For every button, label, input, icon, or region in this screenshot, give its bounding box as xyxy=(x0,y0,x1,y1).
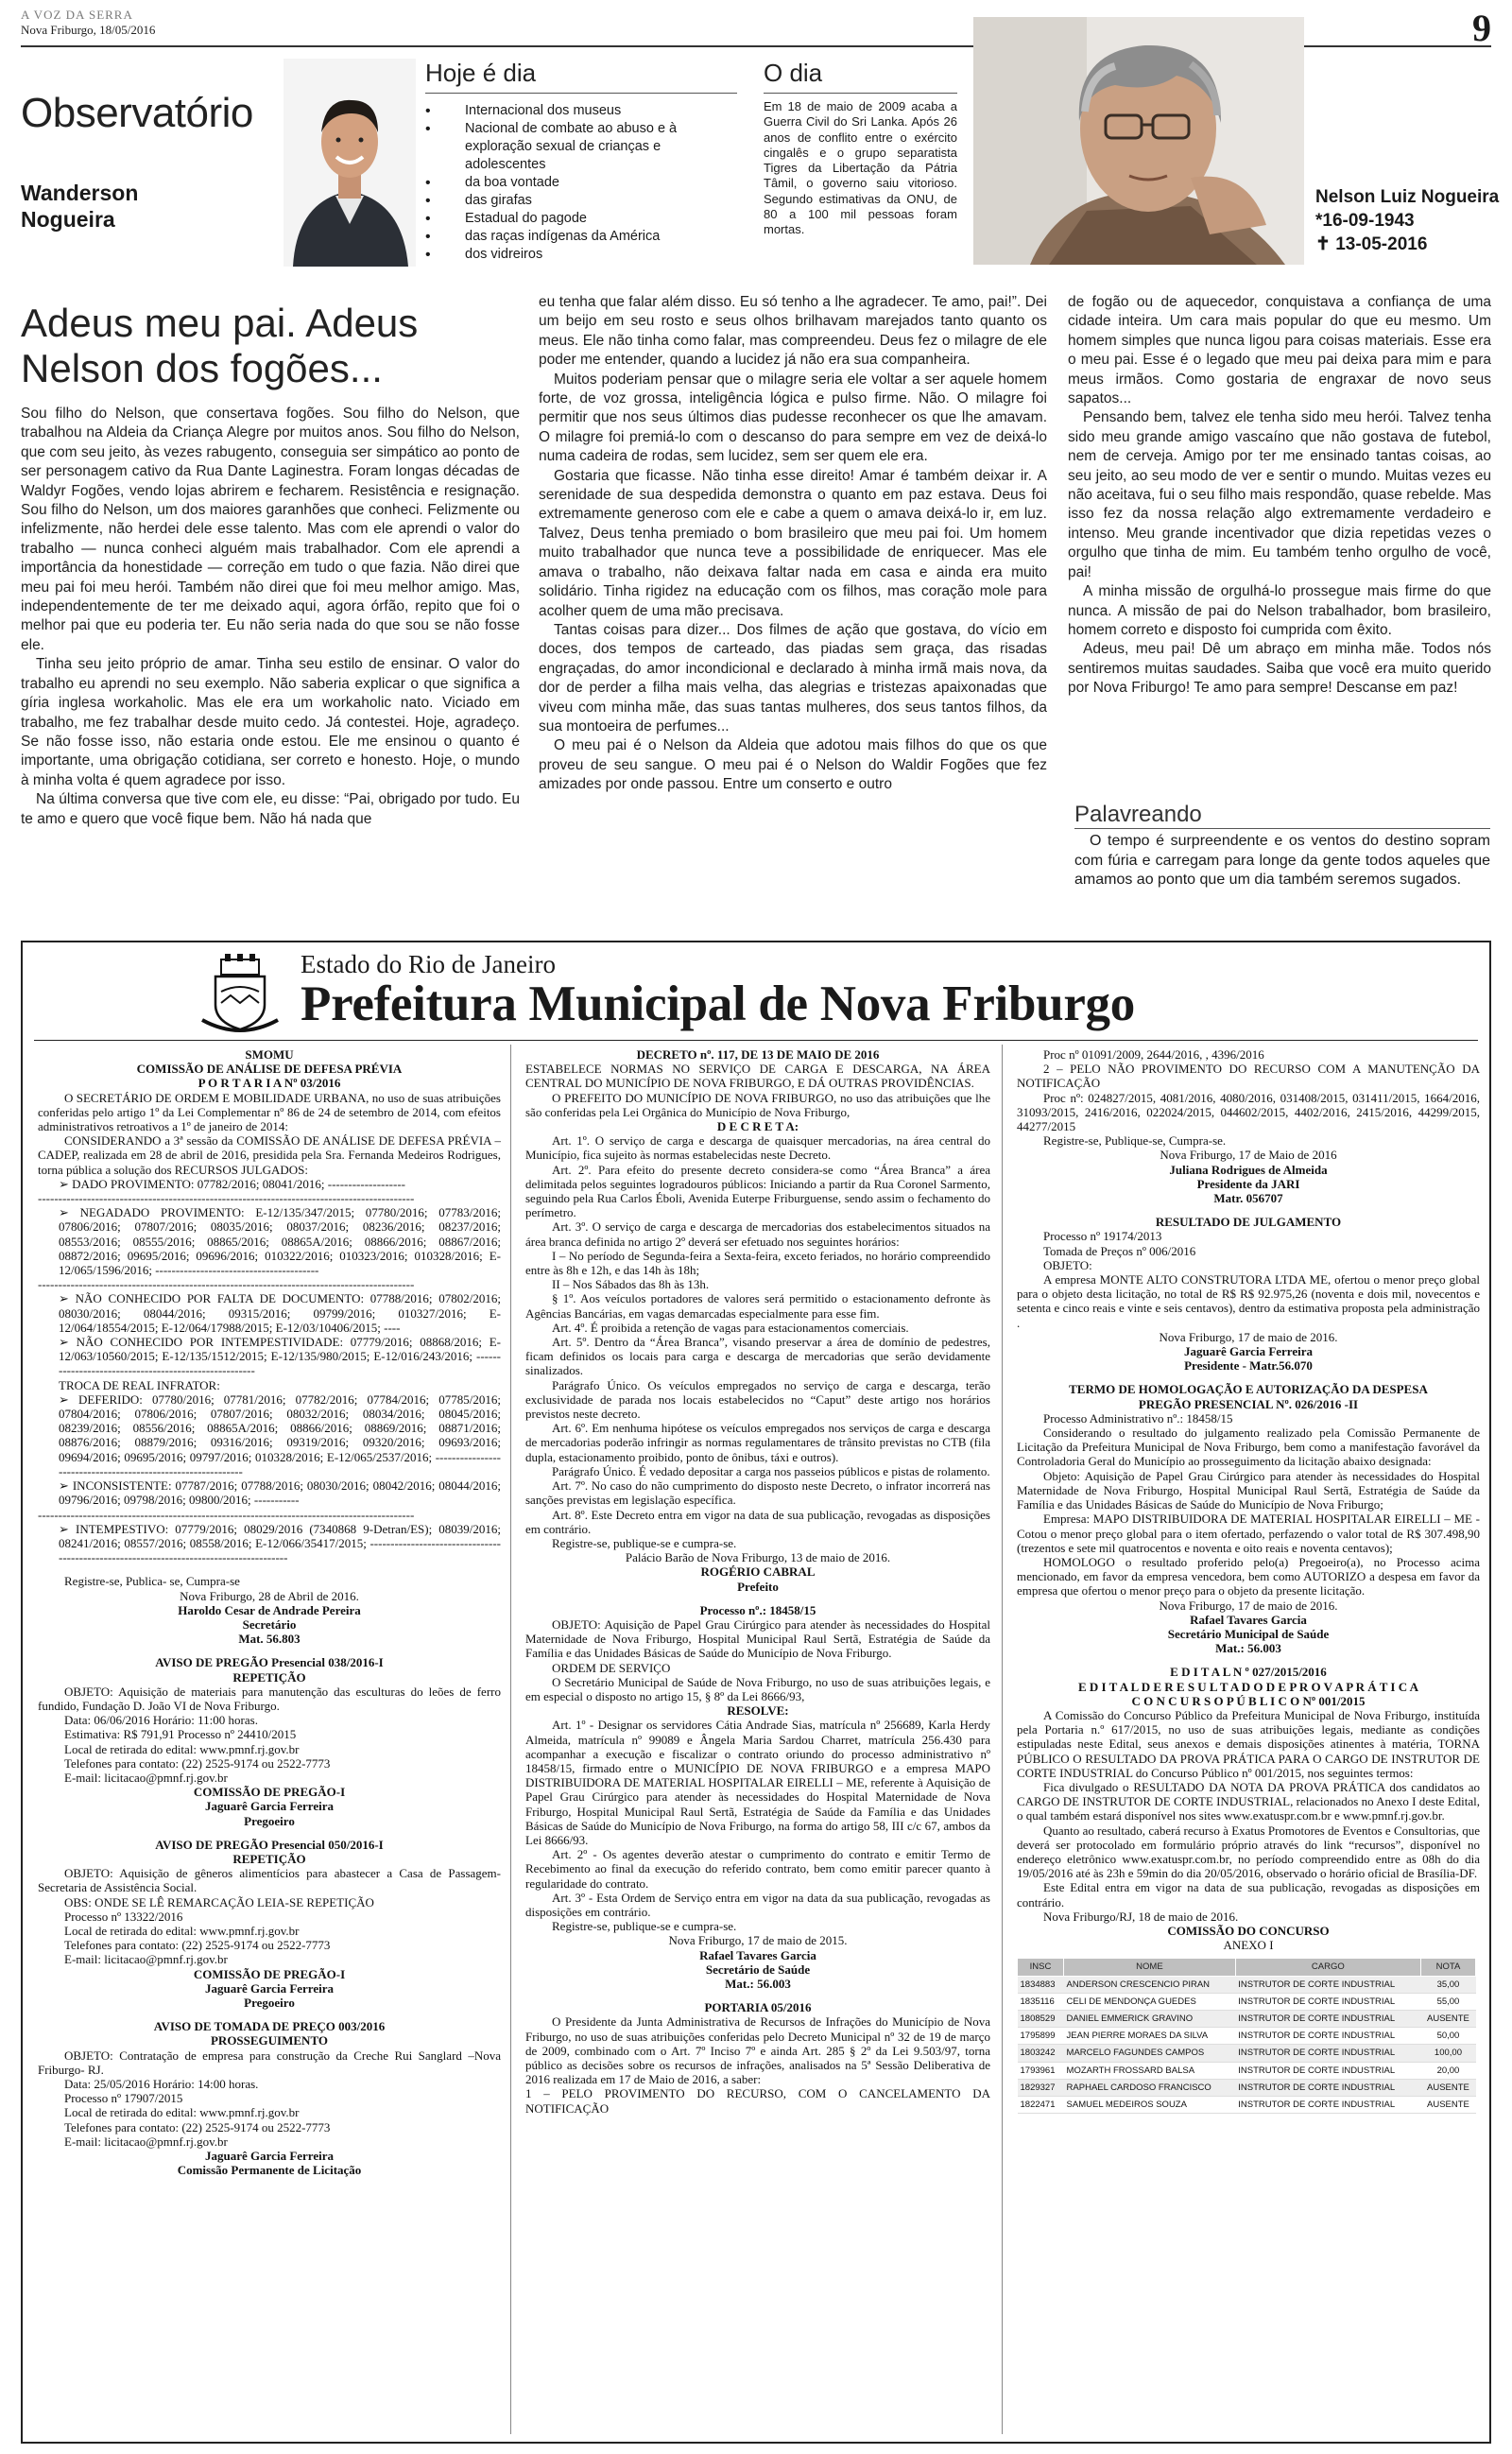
notice-line: Juliana Rodrigues de Almeida xyxy=(1169,1162,1328,1177)
cell-nome: SAMUEL MEDEIROS SOUZA xyxy=(1064,2097,1236,2114)
results-table-header xyxy=(1018,1959,1476,1976)
cell-insc: 1829327 xyxy=(1018,2079,1064,2096)
notice-spacer xyxy=(1017,1205,1480,1215)
cell-nota: 55,00 xyxy=(1420,1993,1475,2010)
notice-line: E D I T A L D E R E S U L T A D O D E P R O V A P R Á T I C A xyxy=(1077,1679,1419,1694)
cell-nome: ANDERSON CRESCENCIO PIRAN xyxy=(1064,1976,1236,1993)
article-paragraph: de fogão ou de aquecedor, conquistava a confiança de uma cidade inteira. Um cara mais popular do que eu mesmo. Um homem simples que nunca ligou para coisas materiais. Esse era o meu pai. Esse é o legado que meu pai deixa para mim e para meus irmãos. Como gostaria de engraxar de novo seus sapatos... xyxy=(1068,294,1491,407)
notice-line: RESULTADO DE JULGAMENTO xyxy=(1155,1215,1342,1230)
notice-line: Haroldo Cesar de Andrade Pereira xyxy=(178,1602,361,1617)
notice-line: OBJETO: Aquisição de gêneros alimentícios para abastecer a Casa de Passagem- Secretaria de Assistência Social. xyxy=(38,1866,501,1895)
notice-line: A empresa MONTE ALTO CONSTRUTORA LTDA ME, ofertou o menor preço global para o objeto desta licitação, no total de R$ R$ 92.975,26 (noventa e dois mil, novecentos e setenta e cinco reais e vinte e seis centavos), dentro da estimativa proposta pela administração . xyxy=(1017,1272,1480,1330)
header-insc: INSC xyxy=(1018,1959,1064,1976)
caption-born: *16-09-1943 xyxy=(1315,211,1415,231)
notice-line: Art. 8º. Este Decreto entra em vigor na data de sua publicação, revogadas as disposições em contrário. xyxy=(525,1507,990,1536)
notice-line: O Presidente da Junta Administrativa de Recursos de Infrações do Município de Nova Friburgo, no uso de suas atribuições conferidas pelo Decreto Municipal nº 32 de 19 de março de 2009, combinado com o Art. 7º Inciso 7º e ainda Art. 285 § 2º da Lei 9.503/97, torna público as decisões sobre os recursos de infrações, analisados na 5ª Sessão Deliberativa de 2016 realizada em 17 de Maio de 2016, a saber: xyxy=(525,2014,990,2087)
notice-line: COMISSÃO DE ANÁLISE DE DEFESA PRÉVIA xyxy=(136,1062,403,1077)
notice-line: Jaguarê Garcia Ferreira xyxy=(205,1799,334,1814)
notice-line: Objeto: Aquisição de Papel Grau Cirúrgico para atender às necessidades do Hospital Maternidade de Nova Friburgo, Hospital Municipal Raul Sertã, Estratégia de Saúde da Família e das Unidades Básicas de Saúde do Município de Nova Friburgo; xyxy=(1017,1468,1480,1512)
table-row xyxy=(1018,2011,1476,2028)
notice-line: Rafael Tavares Garcia xyxy=(699,1947,816,1962)
cell-insc: 1822471 xyxy=(1018,2097,1064,2114)
notice-line: Art. 3º. O serviço de carga e descarga de mercadorias dos estabelecimentos situados na área branca definida no artigo 2º deverá ser efetuado nos seguintes horários: xyxy=(525,1219,990,1249)
notice-line: ➢ DEFERIDO: 07780/2016; 07781/2016; 07782/2016; 07784/2016; 07785/2016; 07804/2016; 07806/2016; 07807/2016; 08032/2016; 08034/2016; 08045/2016; 08239/2016; 08556/2016; 08865A/2016; 08866/2016; 08869/2016; 08871/2016; 08876/2016; 08879/2016; 09316/2016; 09319/2016; 09320/2016; 09693/2016; 09694/2016; 09695/2016; 09797/2016; 010328/2016; E-12/065/2537/2016; ------------------------------------------------------------- xyxy=(59,1391,501,1478)
column-title: Observatório xyxy=(21,90,253,136)
notice-line: Mat.: 56.003 xyxy=(1215,1641,1281,1656)
notice-line: Telefones para contato: (22) 2525-9174 ou 2522-7773 xyxy=(64,2119,331,2134)
notice-line: Nova Friburgo, 17 de maio de 2016. xyxy=(1159,1329,1338,1344)
notice-line: Secretário de Saúde xyxy=(705,1961,811,1977)
notice-line: TERMO DE HOMOLOGAÇÃO E AUTORIZAÇÃO DA DESPESA xyxy=(1069,1382,1428,1397)
notice-line: Secretário Municipal de Saúde xyxy=(1167,1626,1330,1641)
notice-line: CONSIDERANDO a 3ª sessão da COMISSÃO DE ANÁLISE DE DEFESA PRÉVIA – CADEP, realizada em 28 de abril de 2016, presidida pela Sra. Fernanda Medeiros Rodrigues, torna pública a solução dos RECURSOS JULGADOS: xyxy=(38,1133,501,1177)
cell-nome: MOZARTH FROSSARD BALSA xyxy=(1064,2062,1236,2079)
notice-line: P O R T A R I A Nº 03/2016 xyxy=(198,1076,341,1091)
notice-line: Quanto ao resultado, caberá recurso à Exatus Promotores de Eventos e Consultorias, que deverá ser protocolado em formulário próprio através do link “recursos”, disponível no endereço eletrônico www.exatuspr.com.br, no período compreendido entre as 08h do dia 19/05/2016 até às 23h e 59min do dia 20/05/2016, observado o horário oficial de Brasília-DF. xyxy=(1017,1823,1480,1881)
notice-line: REPETIÇÃO xyxy=(232,1669,306,1685)
notice-line: Local de retirada do edital: www.pmnf.rj.gov.br xyxy=(64,1741,300,1756)
cell-insc: 1835116 xyxy=(1018,1993,1064,2010)
notice-line: Presidente - Matr.56.070 xyxy=(1184,1358,1313,1374)
cell-nota: AUSENTE xyxy=(1420,2097,1475,2114)
hoje-item: • das girafas xyxy=(425,192,737,210)
notices-column-1 xyxy=(38,1047,501,2439)
notice-line: PORTARIA 05/2016 xyxy=(704,2000,812,2015)
notices-top-rule xyxy=(34,1040,1478,1041)
notice-spacer xyxy=(38,1646,501,1655)
notice-line: SMOMU xyxy=(245,1047,294,1062)
article-paragraph: Gostaria que ficasse. Não tinha esse direito! Amar é também deixar ir. A serenidade de sua despedida demonstra o quanto em paz estava. Deus foi extremamente generoso com ele e cabe a quem o amava deixá-lo ir, em luz. Talvez, Deus tenha premiado o bom brasileiro que meu pai foi. Um homem muito trabalhador que nunca teve a possibilidade de enriquecer. Mas ele amava o trabalho, não deixava faltar nada em casa e ainda era muito solidário. Tinha rigidez na educação com os filhos, mas coração mole para acolher quem de uma mão precisava. xyxy=(539,467,1047,619)
notice-spacer xyxy=(525,1991,990,2000)
cell-cargo: INSTRUTOR DE CORTE INDUSTRIAL xyxy=(1235,2079,1420,2096)
notice-line: Parágrafo Único. Os veículos empregados no serviço de carga e descarga, terão exclusividade de parada nos locais estabelecidos no “Caput” deste artigo nos horários previstos neste decreto. xyxy=(525,1377,990,1422)
article-paragraph: Tinha seu jeito próprio de amar. Tinha seu estilo de ensinar. O valor do trabalho eu aprendi no seu exemplo. Não saberia explicar o que significa a gíria inglesa workaholic. Mas ele era um workaholic nato. Viciado em trabalho, me fez trabalhar desde muito cedo. Já contestei. Hoje, agradeço. Se não fosse isso, não estaria onde estou. Ele me ensinou o quanto é importante, uma obrigação cotidiana, ser correto e honesto. Hoje, o mundo à minha volta é quem agradece por isso. xyxy=(21,656,520,788)
notice-line: E-mail: licitacao@pmnf.rj.gov.br xyxy=(64,1952,228,1967)
crest-drawing xyxy=(197,950,284,1037)
notice-line: Processo nº 13322/2016 xyxy=(64,1909,183,1924)
cell-cargo: INSTRUTOR DE CORTE INDUSTRIAL xyxy=(1235,1993,1420,2010)
notice-line: Art. 4º. É proibida a retenção de vagas para estacionamentos comerciais. xyxy=(552,1320,909,1335)
odia-rule xyxy=(764,93,957,94)
notice-line: Pregoeiro xyxy=(244,1813,295,1828)
notice-spacer xyxy=(1017,1373,1480,1382)
notice-line: Estimativa: R$ 791,91 Processo nº 24410/2015 xyxy=(64,1727,297,1742)
notice-line: ROGÉRIO CABRAL xyxy=(700,1564,816,1580)
notice-line: O SECRETÁRIO DE ORDEM E MOBILIDADE URBANA, no uso de suas atribuições conferidas pelo artigo 1º da Lei Complementar nº 86 de 24 de setembro de 2014, com efeitos administrativos retroativos a 1º de janeiro de 2014: xyxy=(38,1090,501,1134)
notice-line: Local de retirada do edital: www.pmnf.rj.gov.br xyxy=(64,2105,300,2120)
notice-line: HOMOLOGO o resultado proferido pelo(a) Pregoeiro(a), no Processo acima mencionado, em favor da empresa vencedora, bem como AUTORIZO a despesa em favor da empresa que ofertou o menor preço para o objeto da presente licitação. xyxy=(1017,1554,1480,1599)
notice-line: Secretário xyxy=(242,1616,297,1632)
article-column-2 xyxy=(539,293,1047,795)
article-headline: Adeus meu pai. Adeus Nelson dos fogões... xyxy=(21,301,419,390)
cell-insc: 1803242 xyxy=(1018,2045,1064,2062)
notice-line: Registre-se, Publica- se, Cumpra-se xyxy=(64,1574,240,1589)
odia-text: Em 18 de maio de 2009 acaba a Guerra Civil do Sri Lanka. Após 26 anos de conflito entre o exército cingalês e o grupo separatista Tigres da Libertação da Pátria Tâmil, o governo saiu vitorioso. Segundo estimativas da ONU, de 80 a 100 mil pessoas foram mortas. xyxy=(764,99,957,237)
notice-line: Comissão Permanente de Licitação xyxy=(177,2163,362,2178)
notice-line: Processo Administrativo nº.: 18458/15 xyxy=(1043,1410,1233,1426)
notice-line: AVISO DE PREGÃO Presencial 050/2016-I xyxy=(155,1837,384,1852)
notice-line: Prefeito xyxy=(737,1579,779,1594)
notices-column-2 xyxy=(525,1047,990,2439)
cell-cargo: INSTRUTOR DE CORTE INDUSTRIAL xyxy=(1235,2045,1420,2062)
notice-line: I – No período de Segunda-feira a Sexta-feira, exceto feriados, no horário compreendido entre às 8h e 12h, e das 14h às 18h; xyxy=(525,1248,990,1278)
notice-line: Nova Friburgo, 28 de Abril de 2016. xyxy=(180,1588,359,1603)
article-paragraph: O meu pai é o Nelson da Aldeia que adotou mais filhos do que os que proveu de seu sangue. O meu pai é o Nelson do Waldir Fogões que fez amizades por onde passou. Entre um conserto e outro xyxy=(539,737,1047,793)
notice-line: Art. 7º. No caso do não cumprimento do disposto neste Decreto, o infrator incorrerá nas sanções previstas em legislação específica. xyxy=(525,1478,990,1508)
columnist-photo xyxy=(284,59,416,267)
notice-line: COMISSÃO DO CONCURSO xyxy=(1167,1923,1330,1938)
table-row xyxy=(1018,1976,1476,1993)
notice-line: E D I T A L N º 027/2015/2016 xyxy=(1170,1665,1327,1680)
cell-cargo: INSTRUTOR DE CORTE INDUSTRIAL xyxy=(1235,2028,1420,2045)
notice-line: Proc nº: 024827/2015, 4081/2016, 4080/2016, 031408/2015, 031411/2015, 1664/2016, 31093/2015, 2416/2016, 022024/2015, 044602/2015, 4402/2016, 2415/2016, 44299/2015, 44277/2015 xyxy=(1017,1090,1480,1134)
cell-nome: CELI DE MENDONÇA GUEDES xyxy=(1064,1993,1236,2010)
notice-line: DECRETO nº. 117, DE 13 DE MAIO DE 2016 xyxy=(636,1047,880,1062)
notice-line: Art. 5º. Dentro da “Área Branca”, visando preservar a área de domínio de pedestres, ficam definidos os locais para carga e descarga de mercadorias que serão devidamente sinalizados. xyxy=(525,1335,990,1378)
page-number: 9 xyxy=(1472,7,1491,49)
notice-line: REPETIÇÃO xyxy=(232,1851,306,1866)
notice-line: D E C R E T A: xyxy=(716,1119,799,1134)
hoje-item: • da boa vontade xyxy=(425,174,737,192)
notice-line: Jaguarê Garcia Ferreira xyxy=(205,2149,334,2164)
article-paragraph: eu tenha que falar além disso. Eu só tenho a lhe agradecer. Te amo, pai!”. Dei um beijo em seu rosto e seus olhos brilhavam marejados tanto quanto os meus. Ele não tinha como falar, mas compreendeu. Deus fez o milagre de ele poder me entender, quando a lucidez já não era sua companheira. xyxy=(539,294,1047,369)
issue-date: Nova Friburgo, 18/05/2016 xyxy=(21,23,156,37)
table-row xyxy=(1018,1993,1476,2010)
cell-nota: AUSENTE xyxy=(1420,2079,1475,2096)
header-nome: NOME xyxy=(1064,1959,1236,1976)
notice-line: Nova Friburgo, 17 de maio de 2015. xyxy=(668,1933,848,1948)
notice-line: AVISO DE PREGÃO Presencial 038/2016-I xyxy=(155,1655,384,1670)
notice-line: Rafael Tavares Garcia xyxy=(1190,1612,1307,1627)
notice-line: Telefones para contato: (22) 2525-9174 ou 2522-7773 xyxy=(64,1755,331,1771)
notice-line: ESTABELECE NORMAS NO SERVIÇO DE CARGA E DESCARGA, NA ÁREA CENTRAL DO MUNICÍPIO DE NOVA FRIBURGO, E DÁ OUTRAS PROVIDÊNCIAS. xyxy=(525,1062,990,1091)
notice-line: 2 – PELO NÃO PROVIMENTO DO RECURSO COM A MANUTENÇÃO DA NOTIFICAÇÃO xyxy=(1017,1062,1480,1091)
notice-line: Proc nº 01091/2009, 2644/2016, , 4396/2016 xyxy=(1043,1047,1264,1062)
photo-caption xyxy=(1315,185,1499,256)
notice-line: ANEXO I xyxy=(1223,1938,1274,1953)
results-table xyxy=(1017,1958,1476,2114)
notice-line: Processo nº 17907/2015 xyxy=(64,2091,183,2106)
columnist-photo-drawing xyxy=(284,59,416,267)
notice-line: Art. 2º - Os agentes deverão atestar o cumprimento do contrato e emitir Termo de Recebimento ao final da execução do referido contrato, bem como emitir parecer quanto à regularidade do contrato. xyxy=(525,1847,990,1891)
hoje-item: • Estadual do pagode xyxy=(425,210,737,228)
masthead xyxy=(21,8,155,38)
hoje-item: • das raças indígenas da América xyxy=(425,228,737,246)
notice-line: Palácio Barão de Nova Friburgo, 13 de maio de 2016. xyxy=(625,1550,891,1565)
notice-line: E-mail: licitacao@pmnf.rj.gov.br xyxy=(64,2134,228,2149)
header-cargo: CARGO xyxy=(1235,1959,1420,1976)
hoje-item: • Nacional de combate ao abuso e à exploração sexual de crianças e adolescentes xyxy=(425,120,737,174)
article-paragraph: Sou filho do Nelson, que consertava fogões. Sou filho do Nelson, que trabalhou na Aldeia da Criança Alegre por muitos anos. Sou filho do Nelson, que com seu jeito, às vezes rabugento, conseguia ser simpático ao ponto de ser personagem cativo da Rua Dante Laginestra. Foram longas décadas de Waldyr Fogões, vendo lojas abrirem e fecharem. Resistência e resignação. Sou filho do Nelson, um dos maiores garanhões que conheci. Felizmente ou infelizmente, não herdei dele esse talento. Mas com ele aprendi o valor do trabalho — nunca conheci alguém mais trabalhador. Com ele aprendi a importância da honestidade — correção em tudo o que fazia. Não direi que meu pai foi meu herói. Também não direi que foi meu melhor amigo. Mas, independentemente de ter me deixado aqui, agora órfão, repito que foi o melhor pai que eu poderia ter. Eu não seria nada do que sou se não fosse ele. xyxy=(21,406,520,653)
author-last-name: Nogueira xyxy=(21,207,115,232)
notice-line: Jaguarê Garcia Ferreira xyxy=(205,1980,334,1996)
table-row xyxy=(1018,2079,1476,2096)
cell-cargo: INSTRUTOR DE CORTE INDUSTRIAL xyxy=(1235,2011,1420,2028)
prefeitura-title: Prefeitura Municipal de Nova Friburgo xyxy=(301,976,1135,1031)
state-name: Estado do Rio de Janeiro xyxy=(301,950,556,978)
notice-line: Jaguarê Garcia Ferreira xyxy=(1184,1344,1313,1359)
author-first-name: Wanderson xyxy=(21,181,139,205)
article-column-3 xyxy=(1068,293,1491,699)
notice-line: AVISO DE TOMADA DE PREÇO 003/2016 xyxy=(153,2019,386,2034)
table-row xyxy=(1018,2062,1476,2079)
notice-line: Art. 1º - Designar os servidores Cátia Andrade Sias, matrícula nº 256689, Karla Herdy Almeida, matrícula nº 99089 e Ângela Maria Sardou Charret, matrícula 256.430 para acompanhar a execução e fiscalizar o contrato oriundo do processo administrativo nº 18458/15, firmado entre o MUNICÍPIO DE NOVA FRIBURGO e a empresa MAPO DISTRIBUIDORA DE MATERIAL HOSPITALAR EIRELLI – ME, referente à Aquisição de Papel Grau Cirúrgico para atender às necessidades do Hospital Maternidade de Nova Friburgo, Hospital Municipal Raul Sertã, Estratégia de Saúde da Família e das Unidades Básicas de Saúde do Município de Nova Friburgo, na forma do artigo 58, III c/c 67, ambos da Lei 8666/93. xyxy=(525,1718,990,1847)
cell-nome: MARCELO FAGUNDES CAMPOS xyxy=(1064,2045,1236,2062)
notice-spacer xyxy=(38,2010,501,2019)
notice-line: Processo nº.: 18458/15 xyxy=(699,1602,816,1617)
notice-line: Art. 2º. Para efeito do presente decreto considera-se como “Área Branca” a área delimitada pelos seguintes logradouros públicos: Iniciando a partir da Rua Coronel Sarmento, seguindo pela Rua Carlos Éboli, Avenida Euterpe Friburguense, sendo assim o fechamento do perímetro. xyxy=(525,1162,990,1220)
notice-spacer xyxy=(525,1594,990,1603)
notice-line: Art. 6º. Em nenhuma hipótese os veículos empregados nos serviços de carga e descarga de mercadorias poderão infringir as normas regulamentares de trânsito previstas no CTB (fila dupla, estacionamento proibido, ponto de ônibus, táxi e outros). xyxy=(525,1421,990,1464)
results-table-body xyxy=(1018,1976,1476,2114)
palavreando-text: O tempo é surpreendente e os ventos do destino sopram com fúria e carregam para longe da gente todos aqueles que amamos ao ponto que um dia também seremos sugados. xyxy=(1074,833,1490,888)
cell-nome: DANIEL EMMERICK GRAVINO xyxy=(1064,2011,1236,2028)
cell-insc: 1795899 xyxy=(1018,2028,1064,2045)
notice-line: PROSSEGUIMENTO xyxy=(210,2033,328,2048)
article-paragraph: Na última conversa que tive com ele, eu disse: “Pai, obrigado por tudo. Eu te amo e quero que você fique bem. Não há nada que xyxy=(21,791,520,827)
cell-nota: 35,00 xyxy=(1420,1976,1475,1993)
caption-died: ✝ 13-05-2016 xyxy=(1315,234,1428,254)
notice-line: OBJETO: Aquisição de Papel Grau Cirúrgico para atender às necessidades do Hospital Maternidade de Nova Friburgo, Hospital Municipal Raul Sertã, Estratégia de Saúde da Família e das Unidades Básicas de Saúde do Município de Nova Friburgo. xyxy=(525,1616,990,1661)
notice-line: Data: 25/05/2016 Horário: 14:00 horas. xyxy=(64,2077,259,2092)
cell-cargo: INSTRUTOR DE CORTE INDUSTRIAL xyxy=(1235,1976,1420,1993)
notice-line: II – Nos Sábados das 8h às 13h. xyxy=(552,1277,710,1292)
header-nota: NOTA xyxy=(1420,1959,1475,1976)
article-column-1 xyxy=(21,405,520,829)
notice-line: ➢ NÃO CONHECIDO POR INTEMPESTIVIDADE: 07779/2016; 08868/2016; E-12/063/10560/2015; E-12/135/1512/2015; E-12/135/980/2015; E-12/016/243/2016; ------------------------------------------------------ xyxy=(59,1335,501,1378)
notice-line: -------------------------------------------------------------------------------------------- xyxy=(38,1191,415,1206)
notice-line: Empresa: MAPO DISTRIBUIDORA DE MATERIAL HOSPITALAR EIRELLI – ME - Cotou o menor preço global para o item ofertado, perfazendo o valor total de R$ 307.498,90 (trezentos e sete mil quatrocentos e noventa e oito reais e noventa centavos); xyxy=(1017,1512,1480,1555)
article-paragraph: Adeus, meu pai! Dê um abraço em minha mãe. Todos nós sentiremos muitas saudades. Saiba que você era muito querido por Nova Friburgo! Te amo para sempre! Descanse em paz! xyxy=(1068,641,1491,697)
notice-line: RESOLVE: xyxy=(727,1703,789,1719)
hoje-heading: Hoje é dia xyxy=(425,59,537,87)
cell-cargo: INSTRUTOR DE CORTE INDUSTRIAL xyxy=(1235,2062,1420,2079)
notice-line: Nova Friburgo, 17 de Maio de 2016 xyxy=(1160,1148,1337,1163)
article-paragraph: A minha missão de orgulhá-lo prossegue mais firme do que nunca. A missão de pai do Nelson trabalhador, bom brasileiro, homem correto e disposto foi cumprida com êxito. xyxy=(1068,583,1491,638)
notice-line: Pregoeiro xyxy=(244,1996,295,2010)
notice-line: ➢ INCONSISTENTE: 07787/2016; 07788/2016; 08030/2016; 08042/2016; 08044/2016; 09796/2016; 09798/2016; 09800/2016; ----------- xyxy=(59,1478,501,1508)
newspaper-name: A VOZ DA SERRA xyxy=(21,8,133,22)
notice-line: Considerando o resultado do julgamento realizado pela Comissão Permanente de Licitação da Prefeitura Municipal de Nova Friburgo, bem como a manifestação favorável da Controladoria Geral do Município ao prosseguimento da licitação abaixo designada: xyxy=(1017,1426,1480,1469)
cell-nota: 100,00 xyxy=(1420,2045,1475,2062)
article-paragraph: Tantas coisas para dizer... Dos filmes de ação que gostava, do vício em doces, dos tempos de carteado, das piadas sem graça, das risadas engraçadas, do amor incondicional e declarado à minha irmã mais nova, da dor de perder a filha mais velha, das alegrias e tristezas apaixonadas que viveu com minha mãe, das suas tantas mulheres, dos seus tantos filhos, da sua montoeira de perfumes... xyxy=(539,621,1047,734)
hoje-item: • dos vidreiros xyxy=(425,246,737,264)
notice-line: Fica divulgado o RESULTADO DA NOTA DA PROVA PRÁTICA dos candidatos ao CARGO DE INSTRUTOR DE CORTE INDUSTRIAL, relacionados no Anexo I deste Edital, o qual também estará disponível nos sites www.exatuspr.com.br e www.pmnf.rj.gov.br. xyxy=(1017,1779,1480,1823)
notice-line: Art. 3º - Esta Ordem de Serviço entra em vigor na data da sua publicação, revogadas as disposições em contrário. xyxy=(525,1890,990,1919)
cell-insc: 1793961 xyxy=(1018,2062,1064,2079)
notice-line: Processo nº 19174/2013 xyxy=(1043,1229,1162,1244)
caption-name: Nelson Luiz Nogueira xyxy=(1315,187,1500,207)
notice-line: Este Edital entra em vigor na data de sua publicação, revogadas as disposições em contrário. xyxy=(1017,1880,1480,1910)
notice-line: ➢ INTEMPESTIVO: 07779/2016; 08029/2016 (7340868 9-Detran/ES); 08039/2016; 08241/2016; 08557/2016; 08558/2016; E-12/066/35417/2015; ---------------------------------------------------------------------------------------- xyxy=(59,1521,501,1565)
cell-nome: RAPHAEL CARDOSO FRANCISCO xyxy=(1064,2079,1236,2096)
column-author xyxy=(21,180,138,233)
notice-line: Registre-se, publique-se e cumpra-se. xyxy=(552,1919,737,1934)
notice-line: ➢ NEGADADO PROVIMENTO: E-12/135/347/2015; 07780/2016; 07783/2016; 07806/2016; 07807/2016; 08035/2016; 08037/2016; 08236/2016; 08237/2016; 08553/2016; 08555/2016; 08865/2016; 08865A/2016; 08866/2016; 08867/2016; 08872/2016; 09695/2016; 09696/2016; 010322/2016; 010323/2016; 010328/2016; E-12/065/1596/2016; ---------------------------------------- xyxy=(59,1205,501,1278)
notices-column-3 xyxy=(1017,1047,1480,2439)
notice-line: OBS: ONDE SE LÊ REMARCAÇÃO LEIA-SE REPETIÇÃO xyxy=(64,1894,374,1910)
notice-line: Mat. 56.803 xyxy=(238,1632,301,1647)
notice-line: Registre-se, publique-se e cumpra-se. xyxy=(552,1535,737,1550)
hoje-rule xyxy=(425,93,737,94)
hoje-item: • Internacional dos museus xyxy=(425,102,737,120)
column-divider xyxy=(1002,1045,1003,2434)
notice-line: -------------------------------------------------------------------------------------------- xyxy=(38,1277,415,1292)
notice-line: Nova Friburgo/RJ, 18 de maio de 2016. xyxy=(1043,1909,1239,1924)
nelson-photo xyxy=(973,17,1304,265)
article-paragraph: Pensando bem, talvez ele tenha sido meu herói. Talvez tenha sido meu grande amigo vascaíno que não gostava de futebol, nem de cerveja. Amigo por ter me ensinado tantas coisas, ao seu jeito, ao seu modo de ver e sentir o mundo. Muitas vezes eu não aceitava, fui o seu filho mais respondão, quase rebelde. Mas isso fez da nossa relação algo extremamente verdadeiro e intenso. Meu grande incentivador que dizia repetidas vezes o orgulho que tinha de mim. Eu também tenho orgulho de você, pai! xyxy=(1068,409,1491,580)
notices-column-3-text xyxy=(1017,1047,1480,1952)
notice-line: Local de retirada do edital: www.pmnf.rj.gov.br xyxy=(64,1923,300,1938)
notice-line: OBJETO: Aquisição de materiais para manutenção das esculturas do leões de ferro fundido, Fundação D. João VI de Nova Friburgo. xyxy=(38,1684,501,1713)
article-paragraph: Muitos poderiam pensar que o milagre seria ele voltar a ser aquele homem forte, de voz grossa, inteligência lógica e pulso firme. Não. O milagre foi permitir que nos seus últimos dias pudesse reconhecer os que lhe amavam. O milagre foi premiá-lo com o descanso do para sempre em vez de deixá-lo numa cadeira de rodas, sem lucidez, sem ser quem ele era. xyxy=(539,371,1047,465)
notice-line: Matr. 056707 xyxy=(1213,1191,1283,1206)
table-row xyxy=(1018,2097,1476,2114)
cell-cargo: INSTRUTOR DE CORTE INDUSTRIAL xyxy=(1235,2097,1420,2114)
notice-spacer xyxy=(38,1828,501,1838)
table-row xyxy=(1018,2045,1476,2062)
notice-line: OBJETO: xyxy=(1043,1257,1092,1272)
nelson-photo-drawing xyxy=(973,17,1304,265)
notice-line: A Comissão do Concurso Público da Prefeitura Municipal de Nova Friburgo, instituída pela Portaria n.º 617/2015, no uso de suas atribuições legais, mediante as condições estipuladas neste Edital, seus anexos e demais disposições atinentes à matéria, TORNA PÚBLICO O RESULTADO DA PROVA PRÁTICA PARA O CARGO DE INSTRUTOR DE CORTE INDUSTRIAL do Concurso Público nº 001/2015, nos seguintes termos: xyxy=(1017,1707,1480,1780)
notice-line: PREGÃO PRESENCIAL Nº. 026/2016 -II xyxy=(1138,1396,1359,1411)
notice-line: Data: 06/06/2016 Horário: 11:00 horas. xyxy=(64,1713,258,1728)
notice-line: E-mail: licitacao@pmnf.rj.gov.br xyxy=(64,1770,228,1785)
notice-line: -------------------------------------------------------------------------------------------- xyxy=(38,1507,415,1522)
notice-line: 1 – PELO PROVIMENTO DO RECURSO, COM O CANCELAMENTO DA NOTIFICAÇÃO xyxy=(525,2086,990,2116)
palavreando-rule xyxy=(1074,828,1490,829)
cell-nota: AUSENTE xyxy=(1420,2011,1475,2028)
notice-line: C O N C U R S O P Ú B L I C O Nº 001/2015 xyxy=(1131,1693,1366,1708)
notice-line: TROCA DE REAL INFRATOR: xyxy=(59,1377,220,1392)
notice-line: Parágrafo Único. É vedado depositar a carga nos passeios públicos e pistas de rolamento. xyxy=(552,1463,990,1478)
notice-line: O Secretário Municipal de Saúde de Nova Friburgo, no uso de suas atribuições legais, e em especial o disposto no artigo 15, § 8º da Lei 8666/93, xyxy=(525,1674,990,1703)
cell-insc: 1808529 xyxy=(1018,2011,1064,2028)
notice-line: § 1º. Aos veículos portadores de valores será permitido o estacionamento defronte às Agências Bancárias, em vagas demarcadas especialmente para esse fim. xyxy=(525,1291,990,1321)
cell-nota: 20,00 xyxy=(1420,2062,1475,2079)
notice-spacer xyxy=(38,1564,501,1574)
notice-line: ➢ DADO PROVIMENTO: 07782/2016; 08041/2016; ------------------- xyxy=(59,1176,405,1191)
column-divider xyxy=(510,1045,511,2434)
notice-line: ORDEM DE SERVIÇO xyxy=(552,1660,671,1675)
notice-line: COMISSÃO DE PREGÃO-I xyxy=(193,1966,346,1981)
hoje-list xyxy=(425,102,737,264)
cell-nome: JEAN PIERRE MORAES DA SILVA xyxy=(1064,2028,1236,2045)
cell-insc: 1834883 xyxy=(1018,1976,1064,1993)
notice-line: Telefones para contato: (22) 2525-9174 ou 2522-7773 xyxy=(64,1938,331,1953)
notice-line: Tomada de Preços nº 006/2016 xyxy=(1043,1243,1196,1258)
palavreando-heading: Palavreando xyxy=(1074,802,1202,827)
notice-line: OBJETO: Contratação de empresa para construção da Creche Rui Sanglard –Nova Friburgo- RJ. xyxy=(38,2048,501,2077)
city-crest-icon xyxy=(197,950,284,1037)
notice-line: COMISSÃO DE PREGÃO-I xyxy=(193,1785,346,1800)
notice-line: Art. 1º. O serviço de carga e descarga de quaisquer mercadorias, na área central do Município, fica sujeito às normas estabelecidas neste Decreto. xyxy=(525,1133,990,1163)
notice-line: Nova Friburgo, 17 de maio de 2016. xyxy=(1159,1598,1338,1613)
notice-line: Presidente da JARI xyxy=(1196,1176,1300,1191)
notice-line: O PREFEITO DO MUNICÍPIO DE NOVA FRIBURGO, no uso das atribuições que lhe são conferidas pela Lei Orgânica do Município de Nova Friburgo, xyxy=(525,1090,990,1119)
notice-line: Mat.: 56.003 xyxy=(725,1977,791,1991)
notice-line: ➢ NÃO CONHECIDO POR FALTA DE DOCUMENTO: 07788/2016; 07802/2016; 08030/2016; 08044/2016; 09315/2016; 09799/2016; 010327/2016; E-12/064/18554/2015; E-12/064/17988/2015; E-12/03/10406/2015; ---- xyxy=(59,1291,501,1335)
notice-line: Registre-se, Publique-se, Cumpra-se. xyxy=(1043,1133,1227,1149)
table-row xyxy=(1018,2028,1476,2045)
odia-heading: O dia xyxy=(764,59,823,87)
notice-spacer xyxy=(1017,1655,1480,1665)
cell-nota: 50,00 xyxy=(1420,2028,1475,2045)
